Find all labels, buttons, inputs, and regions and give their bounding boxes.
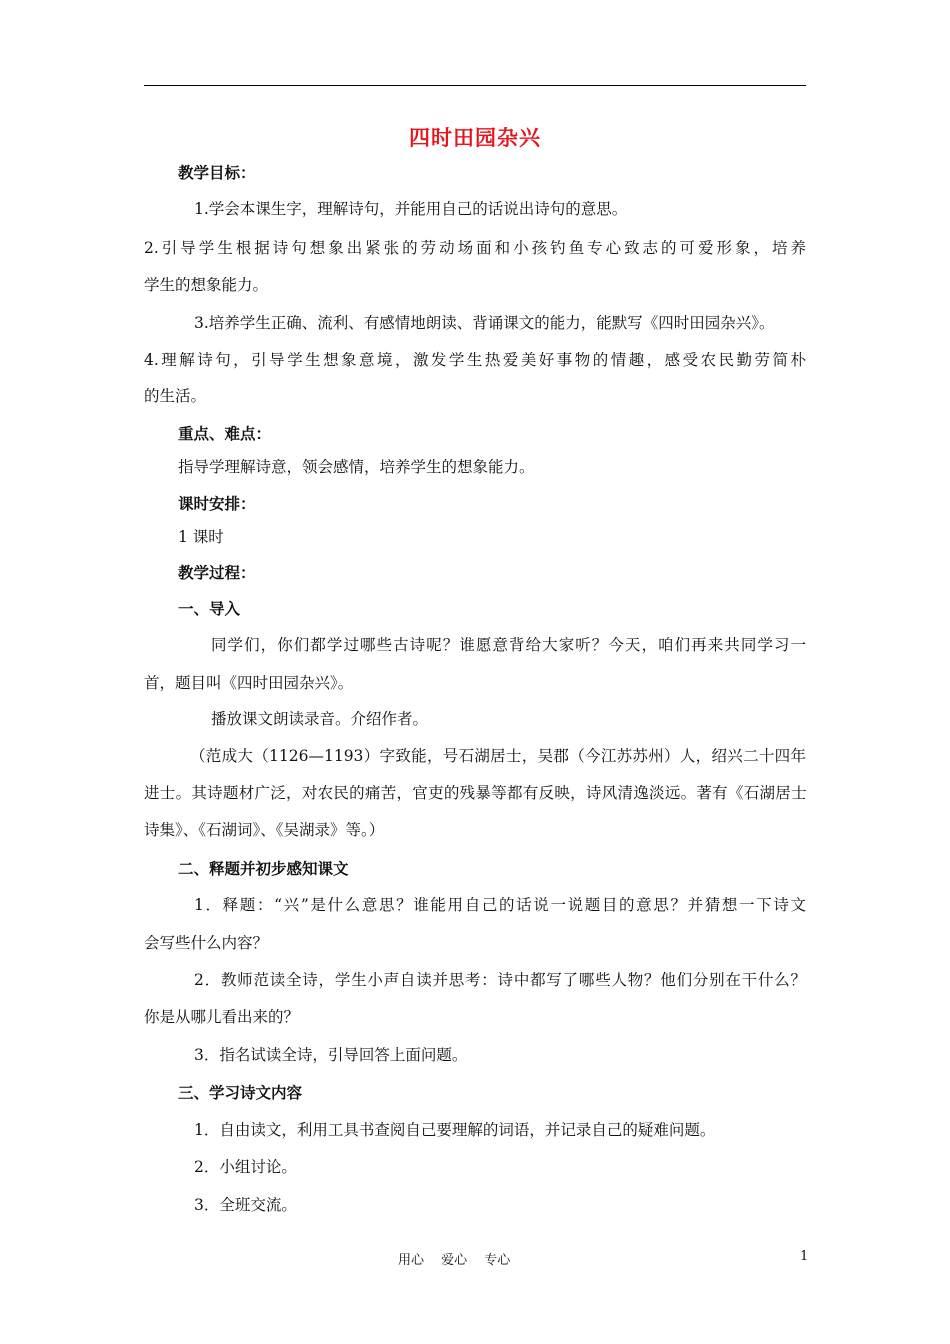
goal-3: 3.培养学生正确、流利、有感情地朗读、背诵课文的能力，能默写《四时田园杂兴》。 [194, 314, 775, 332]
part-2-item-3: 3．指名试读全诗，引导回答上面问题。 [194, 1046, 468, 1064]
page-title: 四时田园杂兴 [409, 126, 541, 150]
part-1-paragraph-3-line-1: （范成大（1126—1193）字致能，号石湖居士，吴郡（今江苏苏州）人，绍兴二十四年 [190, 747, 806, 765]
schedule-heading: 课时安排： [178, 495, 256, 513]
part-2-item-1-line-2: 会写些什么内容？ [144, 934, 269, 952]
process-heading: 教学过程： [178, 564, 256, 582]
footer-motto: 用心 爱心 专心 [398, 1253, 511, 1268]
part-2-heading: 二、释题并初步感知课文 [178, 860, 349, 878]
part-3-heading: 三、学习诗文内容 [178, 1084, 303, 1102]
part-3-item-2: 2．小组讨论。 [194, 1158, 297, 1176]
header-rule [144, 85, 806, 86]
goal-4-line-2: 的生活。 [144, 387, 207, 405]
goals-heading: 教学目标： [178, 164, 256, 182]
part-1-heading: 一、导入 [178, 600, 241, 618]
part-2-item-2-line-2: 你是从哪儿看出来的？ [144, 1008, 300, 1026]
part-1-paragraph-3-line-3: 诗集》、《石湖词》、《吴湖录》等。） [144, 821, 385, 839]
goal-2-line-2: 学生的想象能力。 [144, 276, 269, 294]
part-3-item-3: 3．全班交流。 [194, 1196, 297, 1214]
goal-1: 1.学会本课生字，理解诗句，并能用自己的话说出诗句的意思。 [194, 200, 628, 218]
part-3-item-1: 1．自由读文，利用工具书查阅自己要理解的词语，并记录自己的疑难问题。 [194, 1121, 716, 1139]
page-number: 1 [800, 1249, 809, 1264]
schedule-text: 1 课时 [178, 528, 224, 546]
goal-4-line-1: 4.理解诗句，引导学生想象意境，激发学生热爱美好事物的情趣，感受农民勤劳简朴 [144, 351, 806, 369]
key-heading: 重点、难点： [178, 425, 272, 443]
part-1-paragraph-2: 播放课文朗读录音。介绍作者。 [211, 710, 429, 728]
part-1-paragraph-1-line-1: 同学们，你们都学过哪些古诗呢？谁愿意背给大家听？今天，咱们再来共同学习一 [211, 636, 806, 654]
key-text: 指导学理解诗意，领会感情，培养学生的想象能力。 [178, 458, 535, 476]
part-2-item-2-line-1: 2．教师范读全诗，学生小声自读并思考：诗中都写了哪些人物？他们分别在干什么？ [194, 971, 806, 989]
part-2-item-1-line-1: 1．释题：“兴”是什么意思？谁能用自己的话说一说题目的意思？并猜想一下诗文 [194, 896, 806, 914]
part-1-paragraph-3-line-2: 进士。其诗题材广泛，对农民的痛苦，官吏的残暴等都有反映，诗风清逸淡远。著有《石湖居士 [144, 784, 806, 802]
goal-2-line-1: 2.引导学生根据诗句想象出紧张的劳动场面和小孩钓鱼专心致志的可爱形象，培养 [144, 239, 806, 257]
part-1-paragraph-1-line-2: 首，题目叫《四时田园杂兴》。 [144, 674, 354, 692]
